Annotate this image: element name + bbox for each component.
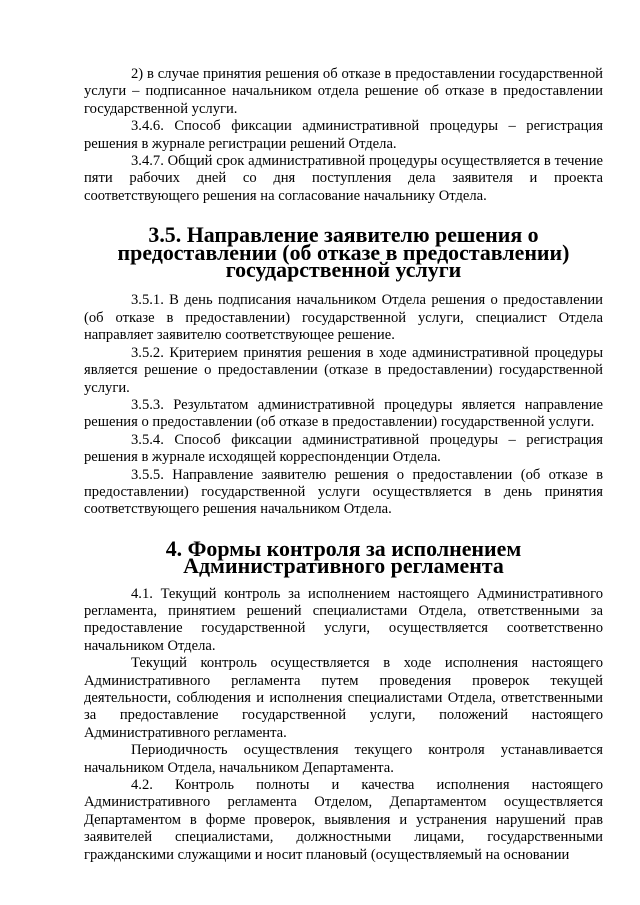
paragraph-3-4-7: 3.4.7. Общий срок административной процедуры осуществляется в течение пяти рабочих дней со дня поступления дела заявителя и проекта соответствующего решения на согласование начальнику Отдела. — [84, 153, 603, 204]
section-3-5-heading: 3.5. Направление заявителю решения о предоставлении (об отказе в предоставлении) государственной услуги — [117, 222, 570, 283]
paragraph-3-5-3: 3.5.3. Результатом административной процедуры является направление решения о предоставлении (об отказе в предоставлении) государственной услуги. — [84, 396, 603, 431]
paragraph-3-5-1: 3.5.1. В день подписания начальником Отдела решения о предоставлении (об отказе в предоставлении) государственной услуги, специалист Отдела направляет заявителю соответствующее решение. — [84, 292, 603, 344]
paragraph-3-5-5: 3.5.5. Направление заявителю решения о предоставлении (об отказе в предоставлении) государственной услуги осуществляется в день принятия соответствующего решения начальником Отдела. — [84, 466, 603, 518]
paragraph-4-2: 4.2. Контроль полноты и качества исполнения настоящего Административного регламента Отделом, Департаментом осуществляется Департаментом в форме проверок, выявления и устранения нарушений прав заявителей специалистами, должностными лицами, государственными гражданскими служащими и носит плановый (осуществляемый на основании — [84, 777, 603, 863]
document-page — [84, 66, 603, 864]
paragraph-4-1: 4.1. Текущий контроль за исполнением настоящего Административного регламента, принятием решений специалистами Отдела, ответственными за предоставление государственной услуги, осуществляется соответственно начальником Отдела. — [84, 585, 603, 654]
paragraph-current-control: Текущий контроль осуществляется в ходе исполнения настоящего Административного регламента путем проведения проверок текущей деятельности, соблюдения и исполнения специалистами Отдела, ответственными за предоставление государственной услуги, положений настоящего Административного регламента. — [84, 655, 603, 741]
paragraph-3-5-4: 3.5.4. Способ фиксации административной процедуры – регистрация решения в журнале исходящей корреспонденции Отдела. — [84, 431, 603, 466]
paragraph-control-periodicity: Периодичность осуществления текущего контроля устанавливается начальником Отдела, начальником Департамента. — [84, 742, 603, 776]
paragraph-3-5-2: 3.5.2. Критерием принятия решения в ходе административной процедуры является решение о предоставлении (отказе в предоставлении) государственной услуги. — [84, 344, 603, 396]
paragraph-3-4-6: 3.4.6. Способ фиксации административной процедуры – регистрация решения в журнале регистрации решений Отдела. — [84, 118, 603, 152]
section-4-heading: 4. Формы контроля за исполнением Административного регламента — [165, 535, 522, 579]
paragraph-decision-refusal: 2) в случае принятия решения об отказе в предоставлении государственной услуги – подписанное начальником отдела решение об отказе в предоставлении государственной услуги. — [84, 66, 603, 117]
